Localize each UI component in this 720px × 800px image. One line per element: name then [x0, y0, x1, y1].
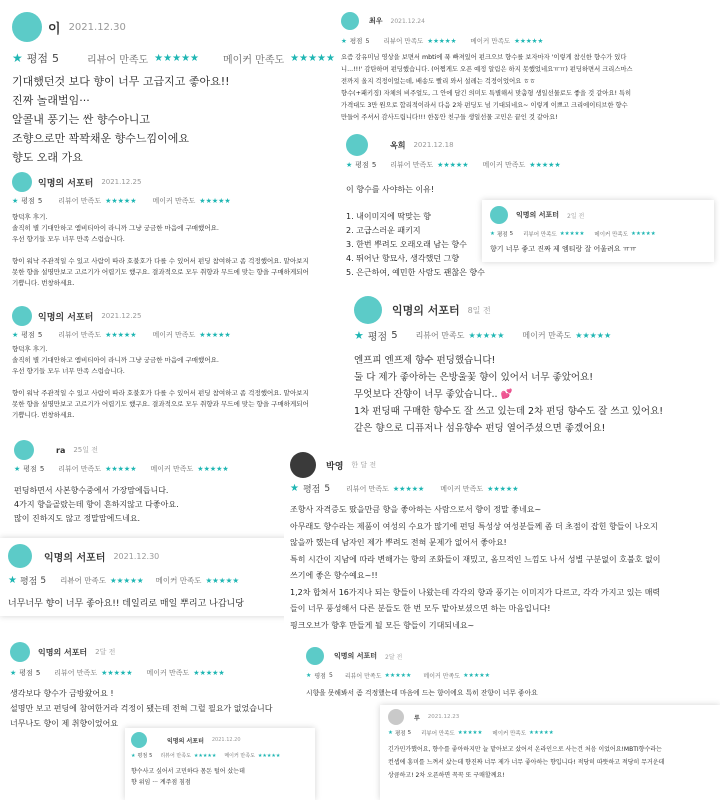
reviewer-satisfaction-label: 리뷰어 만족도 — [54, 669, 98, 677]
rating-label: 평점 — [19, 669, 33, 677]
review-line: 같은 향으로 디퓨저나 섬유향수 펀딩 열어주셨으면 좋겠어요! — [354, 423, 606, 434]
review-body: 향덕후 후기. 솔직히 별 기대안하고 엠비티아이 라니까 그냥 궁금한 마음에 구매했어요. 우선 향기들 모두 너무 만족 스럽습니다. 향이 워낙 주관적일 수 있고 사람이 따라 호불호가 다를 수 있어서 펀딩 참여하고 좀 걱정했어요. 맡아보지 못한 향을 설명만보고 고르기가 어렵기도 했구요. 결과적으로 모두 취향과 무드에 맞는 향을 구매하게되어 기쁩니다. 번창하세요. — [12, 213, 309, 287]
rating-value: 5 — [365, 36, 370, 45]
rating-row — [290, 482, 519, 495]
review-card — [284, 448, 720, 634]
rating-row — [341, 36, 543, 45]
maker-satisfaction-label: 메이커 만족도 — [152, 331, 196, 339]
review-line: 1차 펀딩때 구매한 향수도 잘 쓰고 있는데 2차 펀딩 향수도 잘 쓰고 있어요! — [354, 406, 664, 417]
star-icon: ★ — [346, 161, 353, 169]
star-icon: ★ — [341, 36, 347, 45]
review-body: 펀딩하면서 사본향수중에서 가장맘에듭니다. 4가지 향을골랐는데 향이 흔하지않고 다좋아요. 많이 진하지도 않고 정말맘에드네요. — [14, 486, 179, 523]
reviewer-satisfaction-stars: ★★★★★ — [101, 669, 133, 677]
maker-satisfaction-stars: ★★★★★ — [199, 197, 231, 205]
reviewer-satisfaction-stars: ★★★★★ — [105, 197, 137, 205]
review-date: 한 달 전 — [351, 461, 377, 469]
reviewer-satisfaction-label: 리뷰어 만족도 — [58, 197, 102, 205]
rating-label: 평점 — [314, 673, 326, 680]
avatar — [10, 642, 30, 662]
avatar — [290, 452, 316, 478]
list-item: 1. 내이미지에 딱맞는 향 — [346, 212, 431, 221]
reviewer-satisfaction-stars: ★★★★★ — [193, 752, 217, 759]
star-icon: ★ — [8, 575, 17, 586]
review-intro: 이 향수를 사야하는 이유! — [346, 185, 435, 194]
maker-satisfaction-label: 메이커 만족도 — [522, 331, 572, 340]
star-icon: ★ — [354, 329, 364, 342]
rating-row — [12, 330, 231, 340]
rating-value: 5 — [39, 465, 45, 473]
reviewer-satisfaction-label: 리뷰어 만족도 — [421, 731, 455, 737]
maker-satisfaction-label: 메이커 만족도 — [423, 673, 461, 680]
star-icon: ★ — [306, 672, 312, 679]
rating-value: 5 — [35, 669, 41, 677]
review-card — [0, 640, 300, 732]
review-card — [0, 304, 330, 434]
reviewer-name: 익명의 서포터 — [167, 737, 204, 745]
reviewer-satisfaction-stars: ★★★★★ — [105, 465, 137, 473]
maker-satisfaction-stars: ★★★★★ — [529, 161, 561, 169]
reviewer-satisfaction-label: 리뷰어 만족도 — [344, 673, 382, 680]
rating-row — [346, 160, 561, 170]
reviewer-name: 익명의 서포터 — [38, 178, 94, 189]
reviewer-name: 박영 — [326, 461, 344, 472]
rating-label: 평점 — [26, 52, 49, 65]
review-body: 생각보다 향수가 금방왔어요 ! 설명만 보고 펀딩에 참여한거라 걱정이 됐는데 전혀 그럴 필요가 없었습니다 너무나도 향이 제 취향이었어요 — [10, 689, 273, 728]
rating-label: 평점 — [496, 232, 508, 238]
review-card — [0, 0, 335, 165]
maker-satisfaction-label: 메이커 만족도 — [146, 669, 190, 677]
rating-row — [306, 671, 490, 680]
reviewer-name: 익명의 서포터 — [516, 211, 560, 219]
review-date: 2일 전 — [567, 212, 585, 220]
list-item: 3. 한번 뿌려도 오래오래 남는 향수 — [346, 240, 467, 249]
star-icon: ★ — [12, 51, 23, 65]
star-icon: ★ — [10, 669, 17, 677]
rating-label: 평점 — [367, 332, 388, 343]
avatar — [490, 206, 508, 224]
reasons-list — [346, 210, 485, 280]
star-icon: ★ — [14, 465, 21, 473]
maker-satisfaction-stars: ★★★★★ — [575, 331, 612, 340]
rating-row — [388, 729, 554, 737]
avatar — [14, 440, 34, 460]
review-date: 8일 전 — [467, 305, 491, 315]
rating-row — [12, 50, 335, 66]
avatar — [12, 306, 32, 326]
review-body: 시향을 못해봐서 좀 걱정했는데 마음에 드는 향이에요 특히 잔향이 너무 좋아요 — [306, 689, 538, 697]
reviewer-name: 익명의 서포터 — [44, 552, 106, 564]
reviewer-satisfaction-stars: ★★★★★ — [437, 161, 469, 169]
rating-value: 5 — [371, 161, 377, 169]
maker-satisfaction-stars: ★★★★★ — [514, 36, 544, 45]
reviewer-satisfaction-label: 리뷰어 만족도 — [523, 232, 557, 238]
rating-label: 평점 — [355, 161, 369, 169]
review-line: 향도 오래 가요 — [12, 151, 83, 164]
review-date: 2021.12.30 — [68, 21, 126, 33]
review-date: 2021.12.20 — [211, 737, 241, 743]
rating-label: 평점 — [23, 465, 37, 473]
rating-label: 평점 — [21, 331, 35, 339]
rating-value: 5 — [52, 51, 60, 65]
reviewer-satisfaction-stars: ★★★★★ — [468, 331, 505, 340]
review-body: 향덕후 후기. 솔직히 별 기대안하고 엠비티아이 라니까 그냥 궁금한 마음에 구매했어요. 우선 향기들 모두 너무 만족 스럽습니다. 향이 워낙 주관적일 수 있고 사람이 따라 호불호가 다를 수 있어서 펀딩 참여하고 좀 걱정했어요. 맡아보지 못한 향을 설명만보고 고르기가 어렵기도 했구요. 결과적으로 모두 취향과 무드에 맞는 향을 구매하게되어 기쁩니다. 번창하세요. — [12, 345, 309, 419]
review-line: 조향으로만 꽉꽉채운 향수느낌이에요 — [12, 132, 190, 145]
avatar — [306, 647, 324, 665]
maker-satisfaction-stars: ★★★★★ — [205, 576, 240, 585]
review-body: 너무너무 향이 너무 좋아요!! 데일리로 매일 뿌리고 나갑니당 — [8, 599, 244, 609]
review-line: 엔프피 엔프제 향수 펀딩했습니다! — [354, 355, 496, 366]
review-card — [335, 8, 720, 130]
maker-satisfaction-stars: ★★★★★ — [257, 752, 281, 759]
review-date: 2달 전 — [385, 653, 403, 661]
rating-value: 5 — [37, 331, 43, 339]
reviewer-satisfaction-stars: ★★★★★ — [384, 672, 412, 679]
maker-satisfaction-stars: ★★★★★ — [197, 465, 229, 473]
review-line: 기대했던것 보다 향이 너무 고급지고 좋아요!! — [12, 75, 230, 88]
reviewer-name: 익명의 서포터 — [38, 312, 94, 323]
rating-value: 5 — [40, 575, 47, 586]
maker-satisfaction-stars: ★★★★★ — [487, 484, 519, 493]
review-body: 조향사 자격증도 땄을만큼 향을 좋아하는 사람으로서 향이 정말 좋네요~ 아무래도 향수라는 제품이 여성의 수요가 많기에 펀딩 특성상 여성분들께 좀 더 초점이 잡힌 향들이 나오지 않을까 했는데 남자인 제가 뿌려도 전혀 문제가 없어서 좋아요! 특히 시간이 지남에 따라 변해가는 향의 조화들이 재밌고, 옴므적인 느낌도 나서 성별 구분없이 호불호 없이 쓰기에 좋은 향수예요~!! 1,2차 합쳐서 16가지나 되는 향들이 나왔는데 각각의 향과 풍기는 이미지가 다르고, 각각 가지고 있는 매력 들이 너무 풍성해서 다른 분들도 한 번 모두 맡아보셨으면 하는 마음입니다! 핑크오브가 향후 만들게 될 모든 향들이 기대되네요~ — [290, 505, 661, 630]
reviewer-satisfaction-label: 리뷰어 만족도 — [383, 37, 424, 45]
reviewer-name: 익명의 서포터 — [392, 304, 460, 317]
rating-value: 5 — [391, 330, 398, 341]
avatar — [12, 12, 42, 42]
maker-satisfaction-label: 메이커 만족도 — [594, 232, 629, 238]
review-card — [125, 728, 315, 800]
reviewer-satisfaction-label: 리뷰어 만족도 — [415, 331, 465, 340]
rating-row — [14, 464, 229, 474]
star-icon: ★ — [12, 331, 19, 339]
reviewer-name: 이 — [48, 21, 61, 37]
review-body — [354, 352, 663, 437]
heart-icon: 💕 — [500, 389, 513, 400]
review-card — [380, 705, 720, 800]
reviewer-satisfaction-stars: ★★★★★ — [457, 730, 483, 736]
reviewer-satisfaction-stars: ★★★★★ — [559, 231, 585, 237]
star-icon: ★ — [290, 483, 299, 494]
maker-satisfaction-stars: ★★★★★ — [631, 231, 656, 237]
review-date: 2달 전 — [95, 648, 116, 656]
rating-label: 평점 — [137, 753, 148, 759]
reviewer-satisfaction-stars: ★★★★★ — [392, 484, 425, 493]
reviewer-satisfaction-stars: ★★★★★ — [105, 331, 137, 339]
review-date: 2021.12.25 — [101, 312, 142, 320]
reviewer-name: 익명의 서포터 — [38, 647, 88, 657]
reviewer-name: 옥희 — [390, 140, 406, 150]
reviewer-satisfaction-label: 리뷰어 만족도 — [58, 331, 102, 339]
rating-label: 평점 — [19, 577, 38, 587]
maker-satisfaction-stars: ★★★★★ — [193, 669, 225, 677]
reviewer-satisfaction-stars: ★★★★★ — [154, 52, 199, 64]
maker-satisfaction-label: 메이커 만족도 — [224, 753, 255, 759]
reviewer-name: 익명의 서포터 — [334, 652, 378, 660]
review-card — [0, 168, 330, 300]
review-body: 향수사고 싶어서 고민하다 몸돈 털어 샀는데 향 위임 ··· 계주점 침점 — [131, 768, 245, 786]
rating-row — [131, 752, 280, 759]
reviewer-satisfaction-label: 리뷰어 만족도 — [87, 54, 149, 66]
rating-value: 5 — [324, 483, 331, 494]
review-date: 2021.12.23 — [427, 714, 460, 720]
review-card — [0, 438, 285, 528]
review-line: 둘 다 제가 좋아하는 은방울꽃 향이 있어서 너무 좋았어요! — [354, 372, 594, 383]
reviewer-satisfaction-label: 리뷰어 만족도 — [346, 484, 389, 493]
maker-satisfaction-label: 메이커 만족도 — [152, 197, 196, 205]
reviewer-name: 최우 — [369, 17, 383, 25]
avatar — [388, 709, 404, 725]
star-icon: ★ — [131, 752, 136, 759]
avatar — [341, 12, 359, 30]
avatar — [346, 134, 368, 156]
maker-satisfaction-stars: ★★★★★ — [463, 672, 490, 679]
rating-value: 5 — [328, 672, 333, 679]
review-date: 2021.12.30 — [113, 551, 160, 561]
rating-value: 5 — [149, 752, 153, 759]
rating-label: 평점 — [21, 197, 35, 205]
maker-satisfaction-label: 메이커 만족도 — [492, 731, 527, 737]
maker-satisfaction-label: 메이커 만족도 — [440, 484, 484, 493]
review-date: 2021.12.25 — [101, 178, 142, 186]
rating-label: 평점 — [349, 37, 363, 45]
review-date: 2021.12.24 — [390, 17, 425, 25]
rating-row — [10, 668, 225, 678]
star-icon: ★ — [12, 197, 19, 205]
avatar — [131, 732, 147, 748]
maker-satisfaction-stars: ★★★★★ — [290, 52, 335, 64]
rating-value: 5 — [407, 730, 412, 736]
rating-row — [12, 196, 231, 206]
rating-row — [8, 574, 239, 587]
review-body: 긴가민가했어요, 향수를 좋아하지만 늘 맡아보고 샀어서 온라인으로 사는건 처음 이었어요!MBTI향수라는 컨셉에 흥미를 느껴서 샀는데 향진짜 너무 제가 너무 좋아하는 향입니다! 적당히 따뜻하고 적당히 무거운데 상큼하고! 2차 오픈하면 꼭꼭 또 구매할께요! — [388, 746, 665, 779]
reviewer-satisfaction-label: 리뷰어 만족도 — [60, 576, 106, 585]
review-line: 진짜 놀래벌임··· — [12, 94, 90, 107]
review-card — [0, 538, 292, 616]
maker-satisfaction-stars: ★★★★★ — [529, 730, 554, 736]
reviewer-satisfaction-label: 리뷰어 만족도 — [58, 465, 102, 473]
star-icon: ★ — [490, 231, 495, 237]
reviewer-satisfaction-label: 리뷰어 만족도 — [160, 753, 191, 759]
review-body — [12, 72, 230, 167]
rating-row — [490, 230, 656, 238]
review-body: 요즘 강유미님 영상을 보면서 mbti에 푹 빠져있어 펀크으브 향수를 보자마자 '이렇게 참신한 향수가 있다 니...!!!' 감탄하며 펀딩했습니다. (어쩜게도 오픈 예정 알림은 하지 못했었네요ㅠㅠ) 펀딩하면서 크리스마스 전까지 올지 걱정이었는데, 배송도 빨리 와서 설레는 걱정이었어요 ㅎㅎ 향수(+패키징) 자체의 비주얼도, 그 안에 담긴 의미도 특별해서 맞춤형 생일선물로도 좋을 것 같아요! 특히 가격대도 3만 원으로 합리적이라서 다음 2차 펀딩도 넘 기대되네요~ 이렇게 이쁘고 크리에이티브한 향수 만들어 주셔서 감사드립니다!!! 한동안 친구들 생일선물 고민은 끝인 것 같아요! — [341, 54, 633, 121]
maker-satisfaction-label: 메이커 만족도 — [470, 37, 511, 45]
review-date: 2021.12.18 — [413, 141, 454, 149]
avatar — [12, 172, 32, 192]
list-item: 5. 은근하여, 예민한 사람도 괜찮은 향수 — [346, 268, 485, 277]
reviewer-satisfaction-label: 리뷰어 만족도 — [390, 161, 434, 169]
reviewer-satisfaction-stars: ★★★★★ — [427, 36, 457, 45]
rating-value: 5 — [509, 231, 514, 237]
review-line: 알콜내 풍기는 싼 향수아니고 — [12, 113, 151, 126]
avatar — [8, 544, 32, 568]
maker-satisfaction-label: 메이커 만족도 — [223, 54, 285, 66]
rating-value: 5 — [37, 197, 43, 205]
list-item: 2. 고급스러운 패키지 — [346, 226, 421, 235]
avatar — [354, 296, 382, 324]
review-card — [300, 645, 720, 705]
maker-satisfaction-stars: ★★★★★ — [199, 331, 231, 339]
review-line: 무엇보다 잔향이 너무 좋았습니다.. 💕 — [354, 389, 513, 400]
maker-satisfaction-label: 메이커 만족도 — [155, 576, 202, 585]
rating-row — [354, 328, 611, 343]
reviewer-name: 루 — [414, 714, 420, 722]
rating-label: 평점 — [394, 731, 406, 737]
maker-satisfaction-label: 메이커 만족도 — [150, 465, 194, 473]
review-body: 향기 너무 좋고 진짜 제 엠티랑 잘 어울려요 ㅠㅠ — [490, 245, 637, 253]
reviewer-satisfaction-stars: ★★★★★ — [109, 576, 144, 585]
star-icon: ★ — [388, 730, 393, 736]
review-card — [482, 200, 714, 262]
list-item: 4. 뛰어난 향묘사, 생각했던 그향 — [346, 254, 460, 263]
reviewer-name: ra — [56, 445, 66, 455]
rating-label: 평점 — [302, 485, 321, 495]
maker-satisfaction-label: 메이커 만족도 — [482, 161, 526, 169]
review-card — [340, 292, 720, 442]
review-date: 25일 전 — [73, 446, 99, 454]
